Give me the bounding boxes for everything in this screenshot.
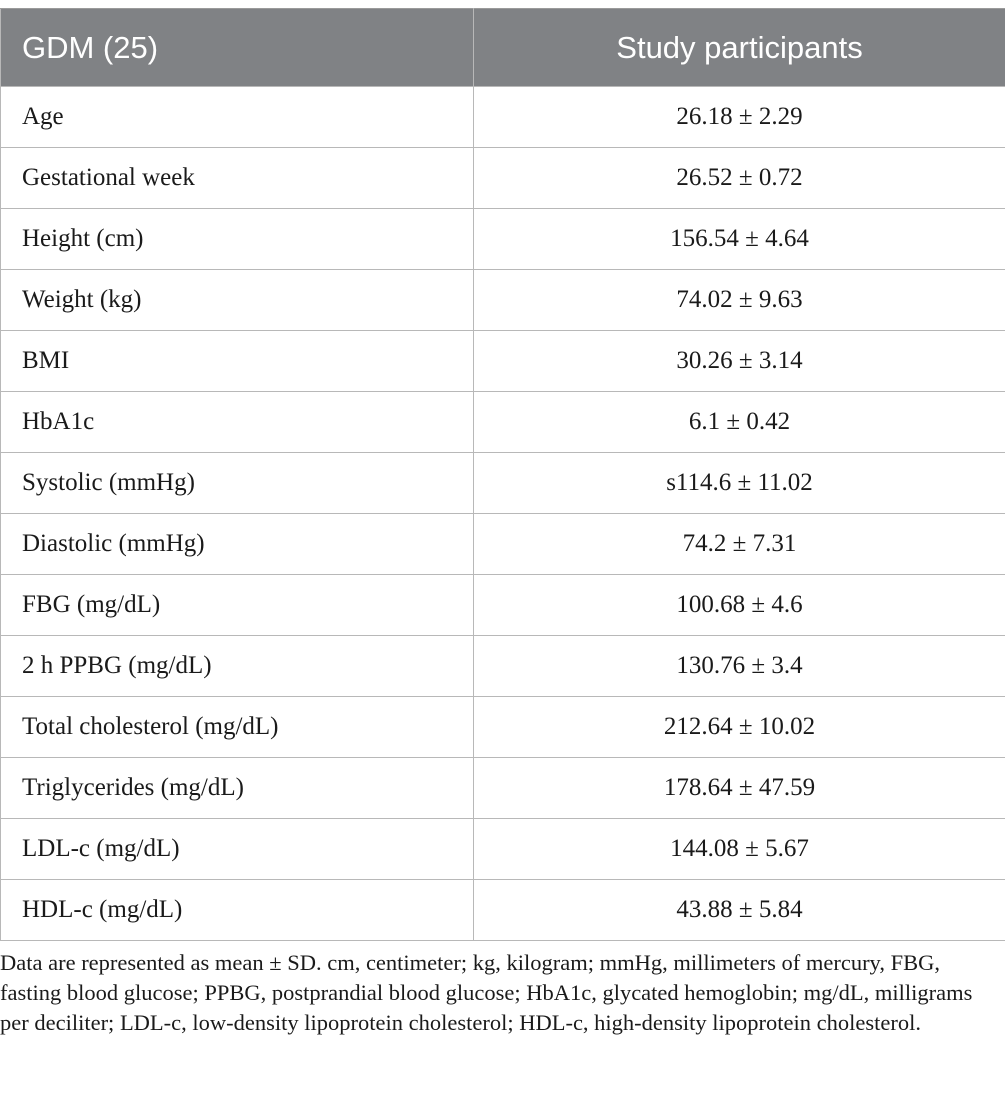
row-value: s114.6 ± 11.02 xyxy=(474,453,1005,514)
table-row xyxy=(1,575,1005,636)
row-label: Total cholesterol (mg/dL) xyxy=(1,697,474,758)
row-label: LDL-c (mg/dL) xyxy=(1,819,474,880)
participant-characteristics-table xyxy=(0,8,1005,941)
row-value: 100.68 ± 4.6 xyxy=(474,575,1005,636)
row-label: Systolic (mmHg) xyxy=(1,453,474,514)
table-row xyxy=(1,514,1005,575)
row-value: 26.52 ± 0.72 xyxy=(474,148,1005,209)
row-value: 144.08 ± 5.67 xyxy=(474,819,1005,880)
row-value: 156.54 ± 4.64 xyxy=(474,209,1005,270)
row-value: 74.2 ± 7.31 xyxy=(474,514,1005,575)
row-label: Diastolic (mmHg) xyxy=(1,514,474,575)
table-row xyxy=(1,270,1005,331)
data-table-container xyxy=(0,8,1005,941)
table-row xyxy=(1,392,1005,453)
row-value: 43.88 ± 5.84 xyxy=(474,880,1005,941)
row-value: 130.76 ± 3.4 xyxy=(474,636,1005,697)
table-footnote: Data are represented as mean ± SD. cm, centimeter; kg, kilogram; mmHg, millimeters of mercury, FBG, fasting blood glucose; PPBG, postprandial blood glucose; HbA1c, glycated hemoglobin; mg/dL, milligrams per deciliter; LDL-c, low-density lipoprotein cholesterol; HDL-c, high-density lipoprotein cholesterol. xyxy=(0,950,973,1035)
row-label: Height (cm) xyxy=(1,209,474,270)
row-value: 30.26 ± 3.14 xyxy=(474,331,1005,392)
header-study-participants: Study participants xyxy=(474,9,1005,87)
table-row xyxy=(1,87,1005,148)
row-value: 74.02 ± 9.63 xyxy=(474,270,1005,331)
row-label: Gestational week xyxy=(1,148,474,209)
row-label: BMI xyxy=(1,331,474,392)
row-label: HbA1c xyxy=(1,392,474,453)
row-value: 178.64 ± 47.59 xyxy=(474,758,1005,819)
row-label: 2 h PPBG (mg/dL) xyxy=(1,636,474,697)
row-label: Triglycerides (mg/dL) xyxy=(1,758,474,819)
row-label: FBG (mg/dL) xyxy=(1,575,474,636)
row-label: Age xyxy=(1,87,474,148)
header-row xyxy=(1,9,1005,87)
table-row xyxy=(1,209,1005,270)
table-row xyxy=(1,636,1005,697)
table-header xyxy=(1,9,1005,87)
table-row xyxy=(1,148,1005,209)
header-gdm: GDM (25) xyxy=(1,9,474,87)
table-row xyxy=(1,880,1005,941)
row-value: 212.64 ± 10.02 xyxy=(474,697,1005,758)
table-row xyxy=(1,453,1005,514)
table-body xyxy=(1,87,1005,941)
table-row xyxy=(1,758,1005,819)
table-row xyxy=(1,819,1005,880)
row-label: Weight (kg) xyxy=(1,270,474,331)
row-value: 6.1 ± 0.42 xyxy=(474,392,1005,453)
table-row xyxy=(1,331,1005,392)
row-label: HDL-c (mg/dL) xyxy=(1,880,474,941)
table-row xyxy=(1,697,1005,758)
row-value: 26.18 ± 2.29 xyxy=(474,87,1005,148)
